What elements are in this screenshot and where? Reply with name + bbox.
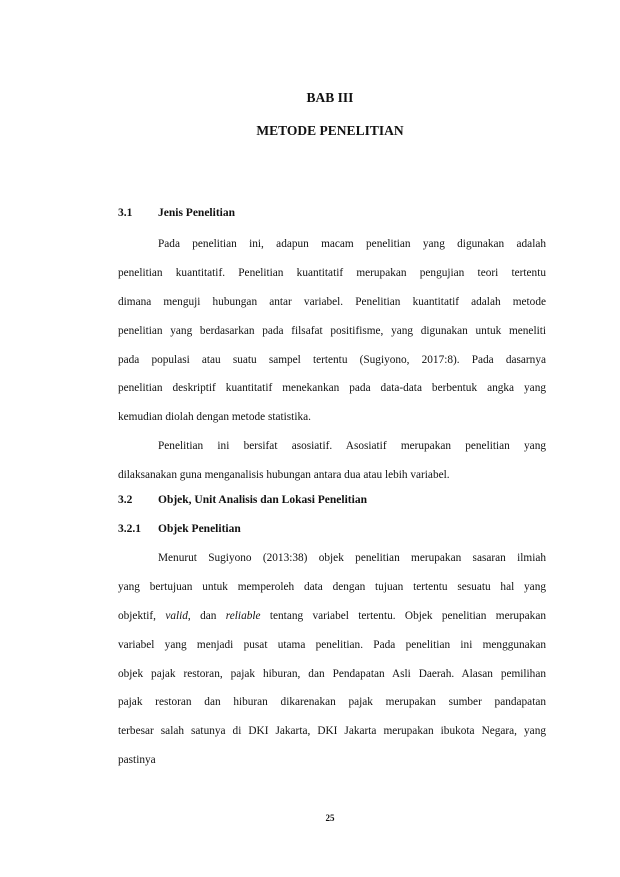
paragraph-line: Penelitian ini bersifat asosiatif. Asosiatif merupakan penelitian yang [158,440,546,453]
section-title: Objek, Unit Analisis dan Lokasi Penelitian [158,494,367,506]
italic-term: valid [165,609,188,622]
section-number: 3.1 [118,207,133,219]
paragraph-line: objek pajak restoran, pajak hiburan, dan Pendapatan Asli Daerah. Alasan pemilihan [118,667,546,680]
paragraph-line: pada populasi atau suatu sampel tertentu (Sugiyono, 2017:8). Pada dasarnya [118,353,546,366]
paragraph-line: penelitian deskriptif kuantitatif menekankan pada data-data berbentuk angka yang [118,382,546,395]
text-span: tentang variabel tertentu. Objek penelitian merupakan [260,609,546,622]
paragraph-line: Menurut Sugiyono (2013:38) objek penelitian merupakan sasaran ilmiah [158,552,546,564]
text-span: , dan [187,609,226,622]
paragraph-line: pastinya [118,754,156,767]
paragraph-line: terbesar salah satunya di DKI Jakarta, DKI Jakarta merupakan ibukota Negara, yang [118,725,546,738]
section-3-2-1-body [118,550,546,781]
paragraph-line: variabel yang menjadi pusat utama penelitian. Pada penelitian ini menggunakan [118,638,546,651]
section-3-1-body [118,236,546,496]
section-number: 3.2.1 [118,523,141,535]
section-heading-3-1 [118,207,235,219]
text-span: objektif, [118,609,166,622]
page-number: 25 [325,813,335,823]
section-number: 3.2 [118,494,133,506]
chapter-title: BAB III [306,90,354,105]
paragraph-line: penelitian yang berdasarkan pada filsafat positifisme, yang digunakan untuk meneliti [118,324,546,337]
paragraph-line: yang bertujuan untuk memperoleh data dengan tujuan tertentu sesuatu hal yang [118,580,546,593]
italic-term: reliable [225,609,261,622]
paragraph-line: dimana menguji hubungan antar variabel. Penelitian kuantitatif adalah metode [118,295,546,308]
section-heading-3-2 [118,494,367,506]
paragraph-line: penelitian kuantitatif. Penelitian kuantitatif merupakan pengujian teori tertentu [118,266,546,279]
paragraph-line: pajak restoran dan hiburan dikarenakan pajak merupakan sumber pandapatan [118,696,546,709]
paragraph-line: Pada penelitian ini, adapun macam penelitian yang digunakan adalah [158,238,546,250]
paragraph-line: dilaksanakan guna menganalisis hubungan antara dua atau lebih variabel. [118,469,450,482]
paragraph-line [118,608,546,637]
section-title: Jenis Penelitian [158,207,235,219]
chapter-subtitle: METODE PENELITIAN [256,123,404,138]
section-title: Objek Penelitian [158,523,241,535]
section-heading-3-2-1 [118,523,241,535]
paragraph-line: kemudian diolah dengan metode statistika. [118,411,311,424]
